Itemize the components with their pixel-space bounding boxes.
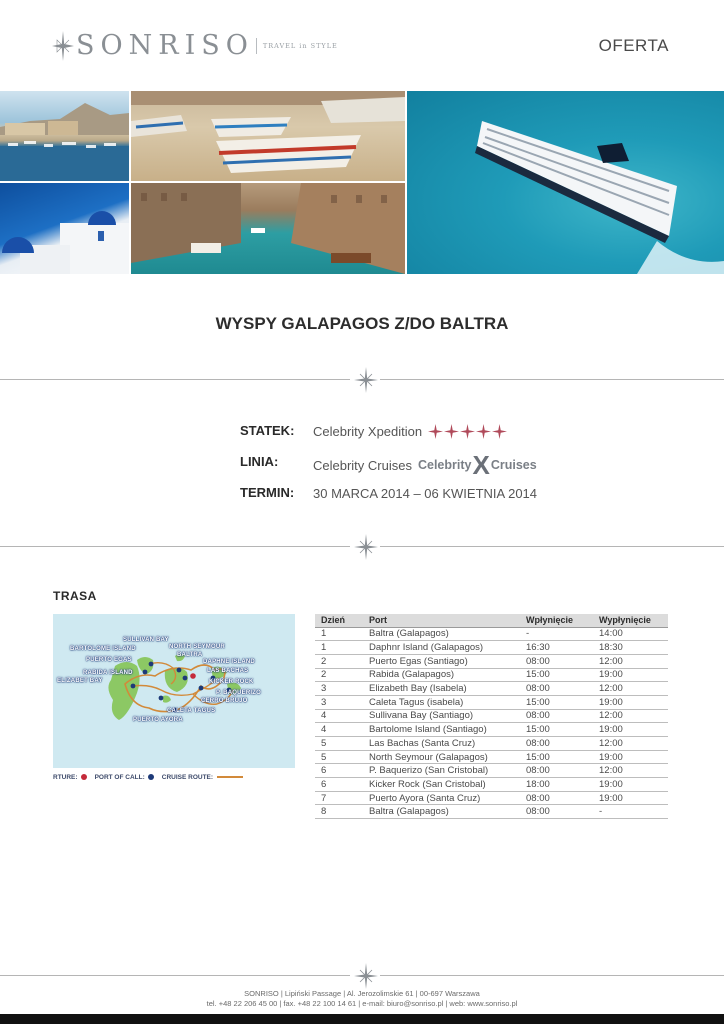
cell-day: 3 (315, 682, 363, 696)
legend-departure-label: RTURE: (53, 773, 78, 781)
line-label: LINIA: (240, 454, 279, 469)
brand-tagline: TRAVEL in STYLE (262, 41, 338, 50)
logo-separator (256, 38, 257, 54)
cell-port: Caleta Tagus (isabela) (363, 695, 520, 709)
sonriso-logo (52, 30, 338, 61)
celebrity-cruises-logo: Celebrity X Cruises (417, 450, 537, 480)
cell-day: 6 (315, 764, 363, 778)
cell-day: 6 (315, 778, 363, 792)
brand-wordmark: SONRISO (76, 30, 254, 61)
cell-departure: 14:00 (593, 627, 668, 641)
table-row (315, 791, 668, 805)
line-name: Celebrity Cruises (313, 457, 412, 473)
cell-arrival: 15:00 (520, 695, 593, 709)
map-label: SULLIVAN BAY (123, 637, 169, 643)
table-row (315, 668, 668, 682)
column-header: Dzień (315, 614, 363, 627)
table-row (315, 778, 668, 792)
compass-star-icon (354, 534, 378, 560)
footer-address: SONRISO | Lipiński Passage | Al. Jerozolimskie 61 | 00-697 Warszawa (244, 989, 480, 998)
cell-departure: 12:00 (593, 709, 668, 723)
map-label: P. BAQUERIZO (216, 690, 261, 696)
header (0, 0, 724, 90)
cell-departure: 19:00 (593, 668, 668, 682)
footer-phones: tel. +48 22 206 45 00 | fax. +48 22 100 14 61 | e-mail: biuro@sonriso.pl | web: www.sonriso.pl (206, 999, 518, 1008)
cell-departure: 18:30 (593, 641, 668, 655)
cell-port: Rabida (Galapagos) (363, 668, 520, 682)
table-row (315, 805, 668, 819)
cell-day: 8 (315, 805, 363, 819)
itinerary-table (315, 614, 668, 819)
table-row (315, 723, 668, 737)
star-icon (460, 424, 475, 439)
divider-footer (0, 966, 724, 986)
cell-departure: - (593, 805, 668, 819)
cell-day: 7 (315, 791, 363, 805)
divider-middle (0, 537, 724, 557)
table-row (315, 654, 668, 668)
map-label: CALETA TAGUS (167, 708, 216, 714)
map-label: DAPHNE ISLAND (203, 659, 255, 665)
divider-top (0, 370, 724, 390)
column-header: Wypłynięcie (593, 614, 668, 627)
cruise-ship-photo (407, 91, 724, 274)
photo-strip (0, 91, 724, 274)
cell-arrival: 15:00 (520, 723, 593, 737)
map-label: LAS BACHAS (207, 668, 249, 674)
ship-value (313, 424, 507, 439)
term-value: 30 MARCA 2014 – 06 KWIETNIA 2014 (313, 486, 538, 501)
cell-departure: 12:00 (593, 654, 668, 668)
cell-departure: 12:00 (593, 682, 668, 696)
table-row (315, 627, 668, 641)
departure-dot-icon (81, 774, 87, 780)
cell-departure: 19:00 (593, 791, 668, 805)
map-legend (53, 771, 295, 783)
cell-day: 4 (315, 723, 363, 737)
cell-day: 2 (315, 668, 363, 682)
map-label: CERRO BRUJO (201, 698, 248, 704)
cell-arrival: 08:00 (520, 682, 593, 696)
venice-canal-photo (131, 183, 405, 274)
cell-port: Kicker Rock (San Cristobal) (363, 778, 520, 792)
map-label: PUERTO AYORA (133, 717, 183, 723)
map-label: RABIDA ISLAND (83, 670, 133, 676)
cell-day: 5 (315, 750, 363, 764)
cell-day: 4 (315, 709, 363, 723)
line-value (313, 450, 537, 480)
table-header-row (315, 614, 668, 627)
ship-label: STATEK: (240, 423, 295, 438)
cell-arrival: 08:00 (520, 709, 593, 723)
column-header: Wpłynięcie (520, 614, 593, 627)
star-icon (428, 424, 443, 439)
cell-departure: 12:00 (593, 764, 668, 778)
cell-port: Puerto Ayora (Santa Cruz) (363, 791, 520, 805)
cell-day: 3 (315, 695, 363, 709)
route-section-label: TRASA (53, 589, 97, 603)
map-label: NORTH SEYMOUR (169, 644, 225, 650)
cell-departure: 19:00 (593, 750, 668, 764)
table-row (315, 641, 668, 655)
cell-arrival: 08:00 (520, 791, 593, 805)
port-dot-icon (148, 774, 154, 780)
ship-name: Celebrity Xpedition (313, 424, 423, 439)
column-header: Port (363, 614, 520, 627)
document-type: OFERTA (598, 36, 669, 55)
compass-star-icon (52, 31, 74, 61)
cell-arrival: 08:00 (520, 764, 593, 778)
cell-arrival: 08:00 (520, 737, 593, 751)
table-row (315, 737, 668, 751)
cell-departure: 19:00 (593, 723, 668, 737)
cell-port: Baltra (Galapagos) (363, 805, 520, 819)
cell-arrival: 08:00 (520, 654, 593, 668)
cell-arrival: 15:00 (520, 668, 593, 682)
map-label: KICKER ROCK (209, 679, 254, 685)
cell-departure: 19:00 (593, 695, 668, 709)
offer-title: WYSPY GALAPAGOS Z/DO BALTRA (215, 314, 509, 333)
cell-departure: 19:00 (593, 778, 668, 792)
cell-arrival: 16:30 (520, 641, 593, 655)
cell-arrival: - (520, 627, 593, 641)
table-row (315, 709, 668, 723)
greek-island-photo (0, 183, 129, 274)
fishing-boats-photo (131, 91, 405, 181)
legend-port-label: PORT OF CALL: (94, 773, 145, 781)
term-label: TERMIN: (240, 485, 295, 500)
cell-port: Puerto Egas (Santiago) (363, 654, 520, 668)
cell-day: 1 (315, 627, 363, 641)
compass-star-icon (354, 963, 378, 989)
cell-port: Daphnr Island (Galapagos) (363, 641, 520, 655)
route-map (53, 614, 295, 784)
ship-rating (428, 424, 507, 439)
cell-port: Baltra (Galapagos) (363, 627, 520, 641)
table-row (315, 750, 668, 764)
star-icon (444, 424, 459, 439)
map-label: PUERTO EGAS (86, 657, 132, 663)
cell-port: Elizabeth Bay (Isabela) (363, 682, 520, 696)
map-label: BALTRA (177, 652, 203, 658)
bottom-bar (0, 1014, 724, 1024)
cell-day: 1 (315, 641, 363, 655)
cell-port: P. Baquerizo (San Cristobal) (363, 764, 520, 778)
table-row (315, 764, 668, 778)
map-label: BARTOLOME ISLAND (70, 646, 136, 652)
cell-departure: 12:00 (593, 737, 668, 751)
cell-port: Sullivana Bay (Santiago) (363, 709, 520, 723)
star-icon (476, 424, 491, 439)
cell-day: 5 (315, 737, 363, 751)
cell-arrival: 18:00 (520, 778, 593, 792)
cell-port: Bartolome Island (Santiago) (363, 723, 520, 737)
map-label: ELIZABET BAY (57, 678, 103, 684)
cell-arrival: 08:00 (520, 805, 593, 819)
cell-day: 2 (315, 654, 363, 668)
star-icon (492, 424, 507, 439)
footer-contact (0, 989, 724, 1009)
harbor-photo (0, 91, 129, 181)
cell-port: North Seymour (Galapagos) (363, 750, 520, 764)
route-line-icon (217, 776, 243, 778)
cell-port: Las Bachas (Santa Cruz) (363, 737, 520, 751)
legend-route-label: CRUISE ROUTE: (161, 773, 214, 781)
cell-arrival: 15:00 (520, 750, 593, 764)
table-row (315, 682, 668, 696)
table-row (315, 695, 668, 709)
compass-star-icon (354, 367, 378, 393)
